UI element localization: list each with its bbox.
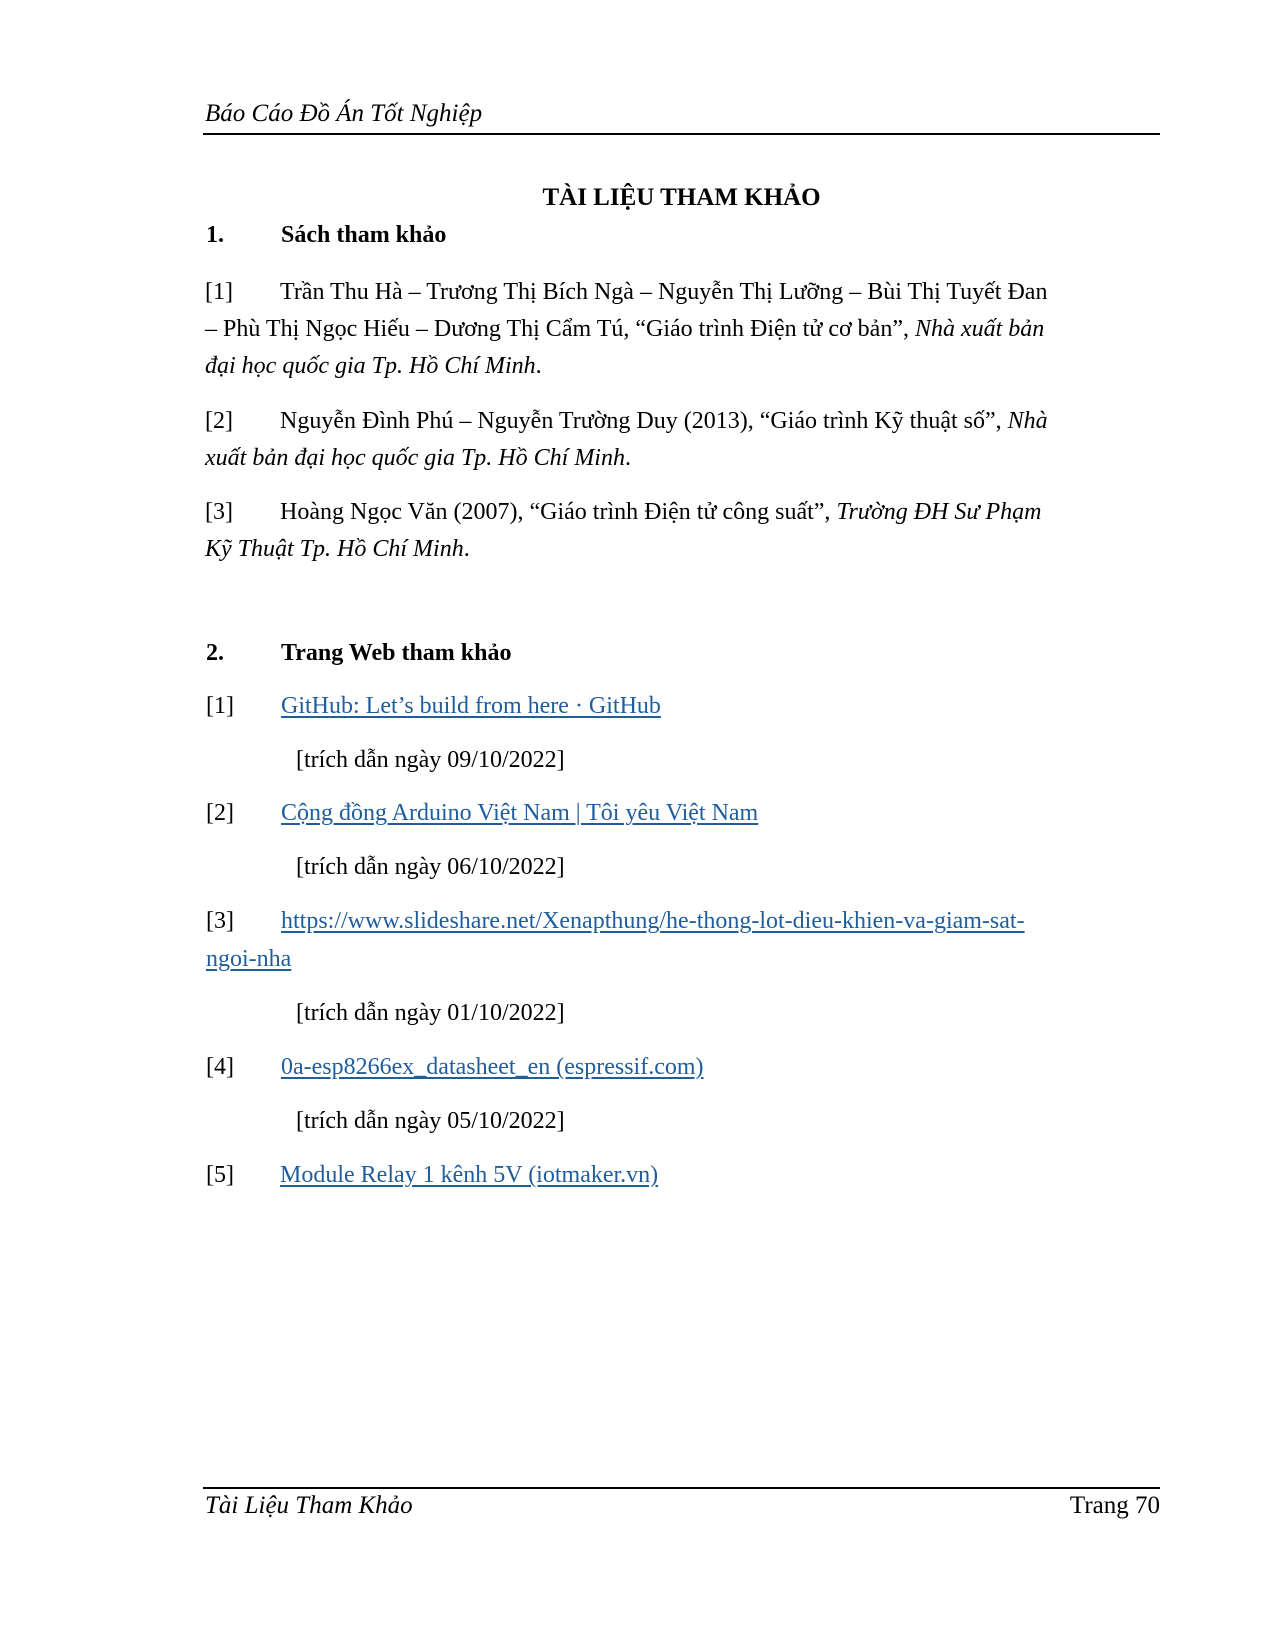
running-header: Báo Cáo Đồ Án Tốt Nghiệp <box>205 100 483 127</box>
cited-date: [trích dẫn ngày 05/10/2022] <box>296 1108 565 1134</box>
book-ref-3: [3] Hoàng Ngọc Văn (2007), “Giáo trình Điện tử công suất”, Trường ĐH Sư Phạm Kỹ Thuật Tp. Hồ Chí Minh. <box>205 494 1155 568</box>
page-title: TÀI LIỆU THAM KHẢO <box>542 184 821 211</box>
page-number: Trang 70 <box>1069 1492 1160 1519</box>
section-heading-websites: Trang Web tham khảo <box>281 640 512 666</box>
web-ref-link-github[interactable]: GitHub: Let’s build from here · GitHub <box>281 693 661 719</box>
web-ref-link-espressif[interactable]: 0a-esp8266ex_datasheet_en (espressif.com) <box>281 1054 704 1080</box>
section-number: 2. <box>206 640 224 666</box>
web-ref-label-2: [2] <box>206 800 234 826</box>
web-ref-label-4: [4] <box>206 1054 234 1080</box>
web-ref-label-5: [5] <box>206 1162 234 1188</box>
ref-label: [3] <box>205 499 233 525</box>
section-number: 1. <box>206 222 224 248</box>
cited-date: [trích dẫn ngày 09/10/2022] <box>296 747 565 773</box>
web-ref-link-slideshare[interactable]: https://www.slideshare.net/Xenapthung/he-thong-lot-dieu-khien-va-giam-sat- <box>281 908 1025 934</box>
cited-date: [trích dẫn ngày 06/10/2022] <box>296 854 565 880</box>
web-ref-link-arduino[interactable]: Cộng đồng Arduino Việt Nam | Tôi yêu Việt Nam <box>281 800 759 826</box>
web-ref-label-1: [1] <box>206 693 234 719</box>
header-rule <box>203 133 1160 135</box>
section-heading-books: Sách tham khảo <box>281 222 447 248</box>
web-ref-link-slideshare-cont[interactable]: ngoi-nha <box>206 946 292 972</box>
cited-date: [trích dẫn ngày 01/10/2022] <box>296 1000 565 1026</box>
ref-label: [2] <box>205 408 233 434</box>
footer-rule <box>203 1487 1160 1489</box>
book-ref-1: [1] Trần Thu Hà – Trương Thị Bích Ngà – Nguyễn Thị Lưỡng – Bùi Thị Tuyết Đan – Phù Thị Ngọc Hiếu – Dương Thị Cẩm Tú, “Giáo trình Điện tử cơ bản”, Nhà xuất bản đại học quốc gia Tp. Hồ Chí Minh. <box>205 274 1155 385</box>
web-ref-link-iotmaker[interactable]: Module Relay 1 kênh 5V (iotmaker.vn) <box>280 1162 659 1188</box>
book-ref-2: [2] Nguyễn Đình Phú – Nguyễn Trường Duy (2013), “Giáo trình Kỹ thuật số”, Nhà xuất bản đại học quốc gia Tp. Hồ Chí Minh. <box>205 403 1155 477</box>
web-ref-label-3: [3] <box>206 908 234 934</box>
ref-label: [1] <box>205 279 233 305</box>
running-footer-title: Tài Liệu Tham Khảo <box>205 1492 413 1519</box>
